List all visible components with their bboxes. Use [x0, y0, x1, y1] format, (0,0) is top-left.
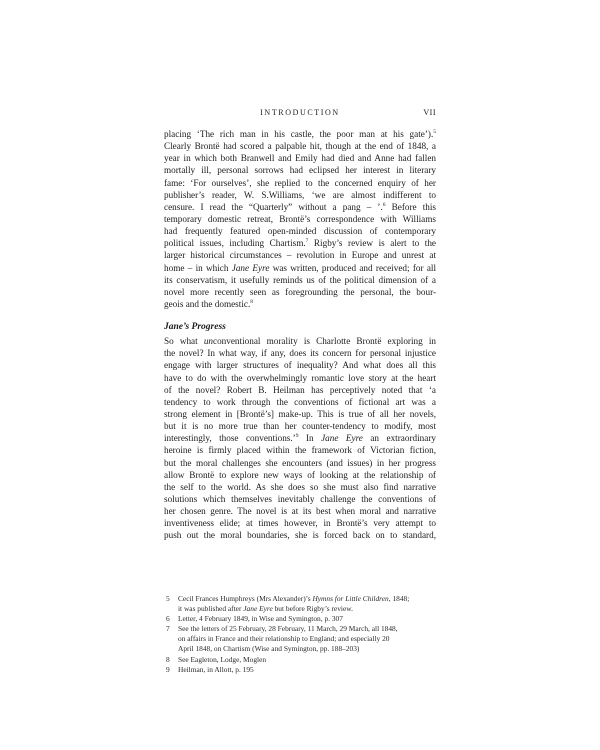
footnote-number: 5 [166, 594, 170, 603]
footnote: 8 See Eagleton, Lodge, Moglen [166, 654, 267, 664]
body-line: geois and the domestic.$^8$ [164, 298, 253, 309]
footnote: 9 Heilman, in Allott, p. 195 [166, 664, 254, 674]
footnote-ref: 6 [382, 201, 386, 208]
body-line: of the novel? Robert B. Heilman has perceptively noted that ‘a [164, 384, 436, 395]
running-head [164, 108, 436, 120]
body-text [164, 128, 436, 542]
body-line: inventiveness elide; at times however, in Brontë’s very attempt to [164, 518, 436, 529]
section-heading: Jane’s Progress [164, 322, 226, 333]
body-line: tendency to work through the conventions of fictional art was a [164, 396, 436, 407]
body-line: but it is no more true than her counter-tendency to modify, most [164, 421, 436, 432]
footnote: 6 Letter, 4 February 1849, in Wise and Symington, p. 307 [166, 614, 343, 624]
body-line: solutions which themselves inevitably challenge the conventions of [164, 493, 436, 504]
footnote-ref: 8 [250, 298, 253, 305]
footnote: 7 See the letters of 25 February, 28 February, 11 March, 29 March, all 1848, on affairs in France and their relationship to England; and especially 20 April 1848, on Chartism (Wise and Symington, pp. 188–203) [166, 624, 398, 654]
body-line: novel more recently seen as foregrounding the personal, the bour- [164, 286, 436, 297]
footnote: 5 Cecil Frances Humphreys (Mrs Alexander)’s Hymns for Little Children, 1848; it was published after Jane Eyre but before Rigby’s review. [166, 594, 410, 614]
body-line: allow Brontë to explore new ways of looking at the relationship of [164, 469, 436, 480]
running-head-title: INTRODUCTION [260, 108, 340, 117]
footnote-ref: 9 [295, 433, 299, 440]
body-line: mortally ill, personal sorrows had eclipsed her interest in literary [164, 165, 436, 176]
footnote-ref: 5 [433, 129, 436, 135]
body-line: larger historical circumstances – revolution in Europe and unrest at [164, 250, 436, 261]
footnote-number: 6 [166, 614, 170, 624]
body-line: engage with larger structures of inequality? And what does all this [164, 360, 436, 371]
footnote-number: 7 [166, 624, 170, 634]
body-line: strong element in [Brontë’s] make-up. This is true of all her novels, [164, 408, 436, 419]
body-line: had frequently featured open-minded discussion of contemporary [164, 226, 436, 237]
page-number: VII [423, 108, 436, 117]
body-line: publisher’s reader, W. S.Williams, ‘we are almost indifferent to [164, 189, 436, 200]
body-line: fame: ‘For ourselves’, she replied to the concerned enquiry of her [164, 177, 436, 188]
body-line: her chosen genre. The novel is at its best when moral and narrative [164, 506, 436, 517]
body-line: interestingly, those conventions.’$^9$ In Jane Eyre an extraordinary [164, 433, 436, 444]
body-line: year in which both Branwell and Emily had died and Anne had fallen [164, 153, 436, 164]
body-line: So what unconventional morality is Charlotte Brontë exploring in [164, 336, 437, 347]
body-line: Clearly Brontë had scored a palpable hit, though at the end of 1848, a [164, 141, 436, 152]
body-line: home – in which Jane Eyre was written, produced and received; for all [164, 262, 437, 273]
body-line: have to do with the overwhelmingly romantic love story at the heart [164, 372, 436, 383]
body-line: political issues, including Chartism.$^7$ Rigby’s review is alert to the [164, 238, 436, 249]
footnote-ref: 7 [305, 238, 309, 245]
body-line: censure. I read the “Quarterly” without a pang – ’.$^6$ Before this [164, 201, 436, 212]
body-line: push out the moral boundaries, she is forced back on to standard, [164, 530, 436, 541]
body-line: heroine is firmly placed within the framework of Victorian fiction, [164, 445, 436, 456]
body-line: but the moral challenges she encounters (and issues) in her progress [164, 457, 436, 468]
body-line: the novel? In what way, if any, does its concern for personal injustice [164, 348, 436, 359]
footnote-number: 9 [166, 664, 170, 674]
body-line: the self to the world. As she does so she must also find narrative [164, 481, 436, 492]
footnotes [164, 594, 436, 675]
body-line: placing ‘The rich man in his castle, the poor man at his gate’).$^5$ [164, 129, 436, 139]
footnote-number: 8 [166, 654, 170, 664]
body-line: its conservatism, it usefully reminds us of the political dimension of a [164, 274, 436, 285]
body-line: temporary domestic retreat, Brontë’s correspondence with Williams [164, 213, 436, 224]
